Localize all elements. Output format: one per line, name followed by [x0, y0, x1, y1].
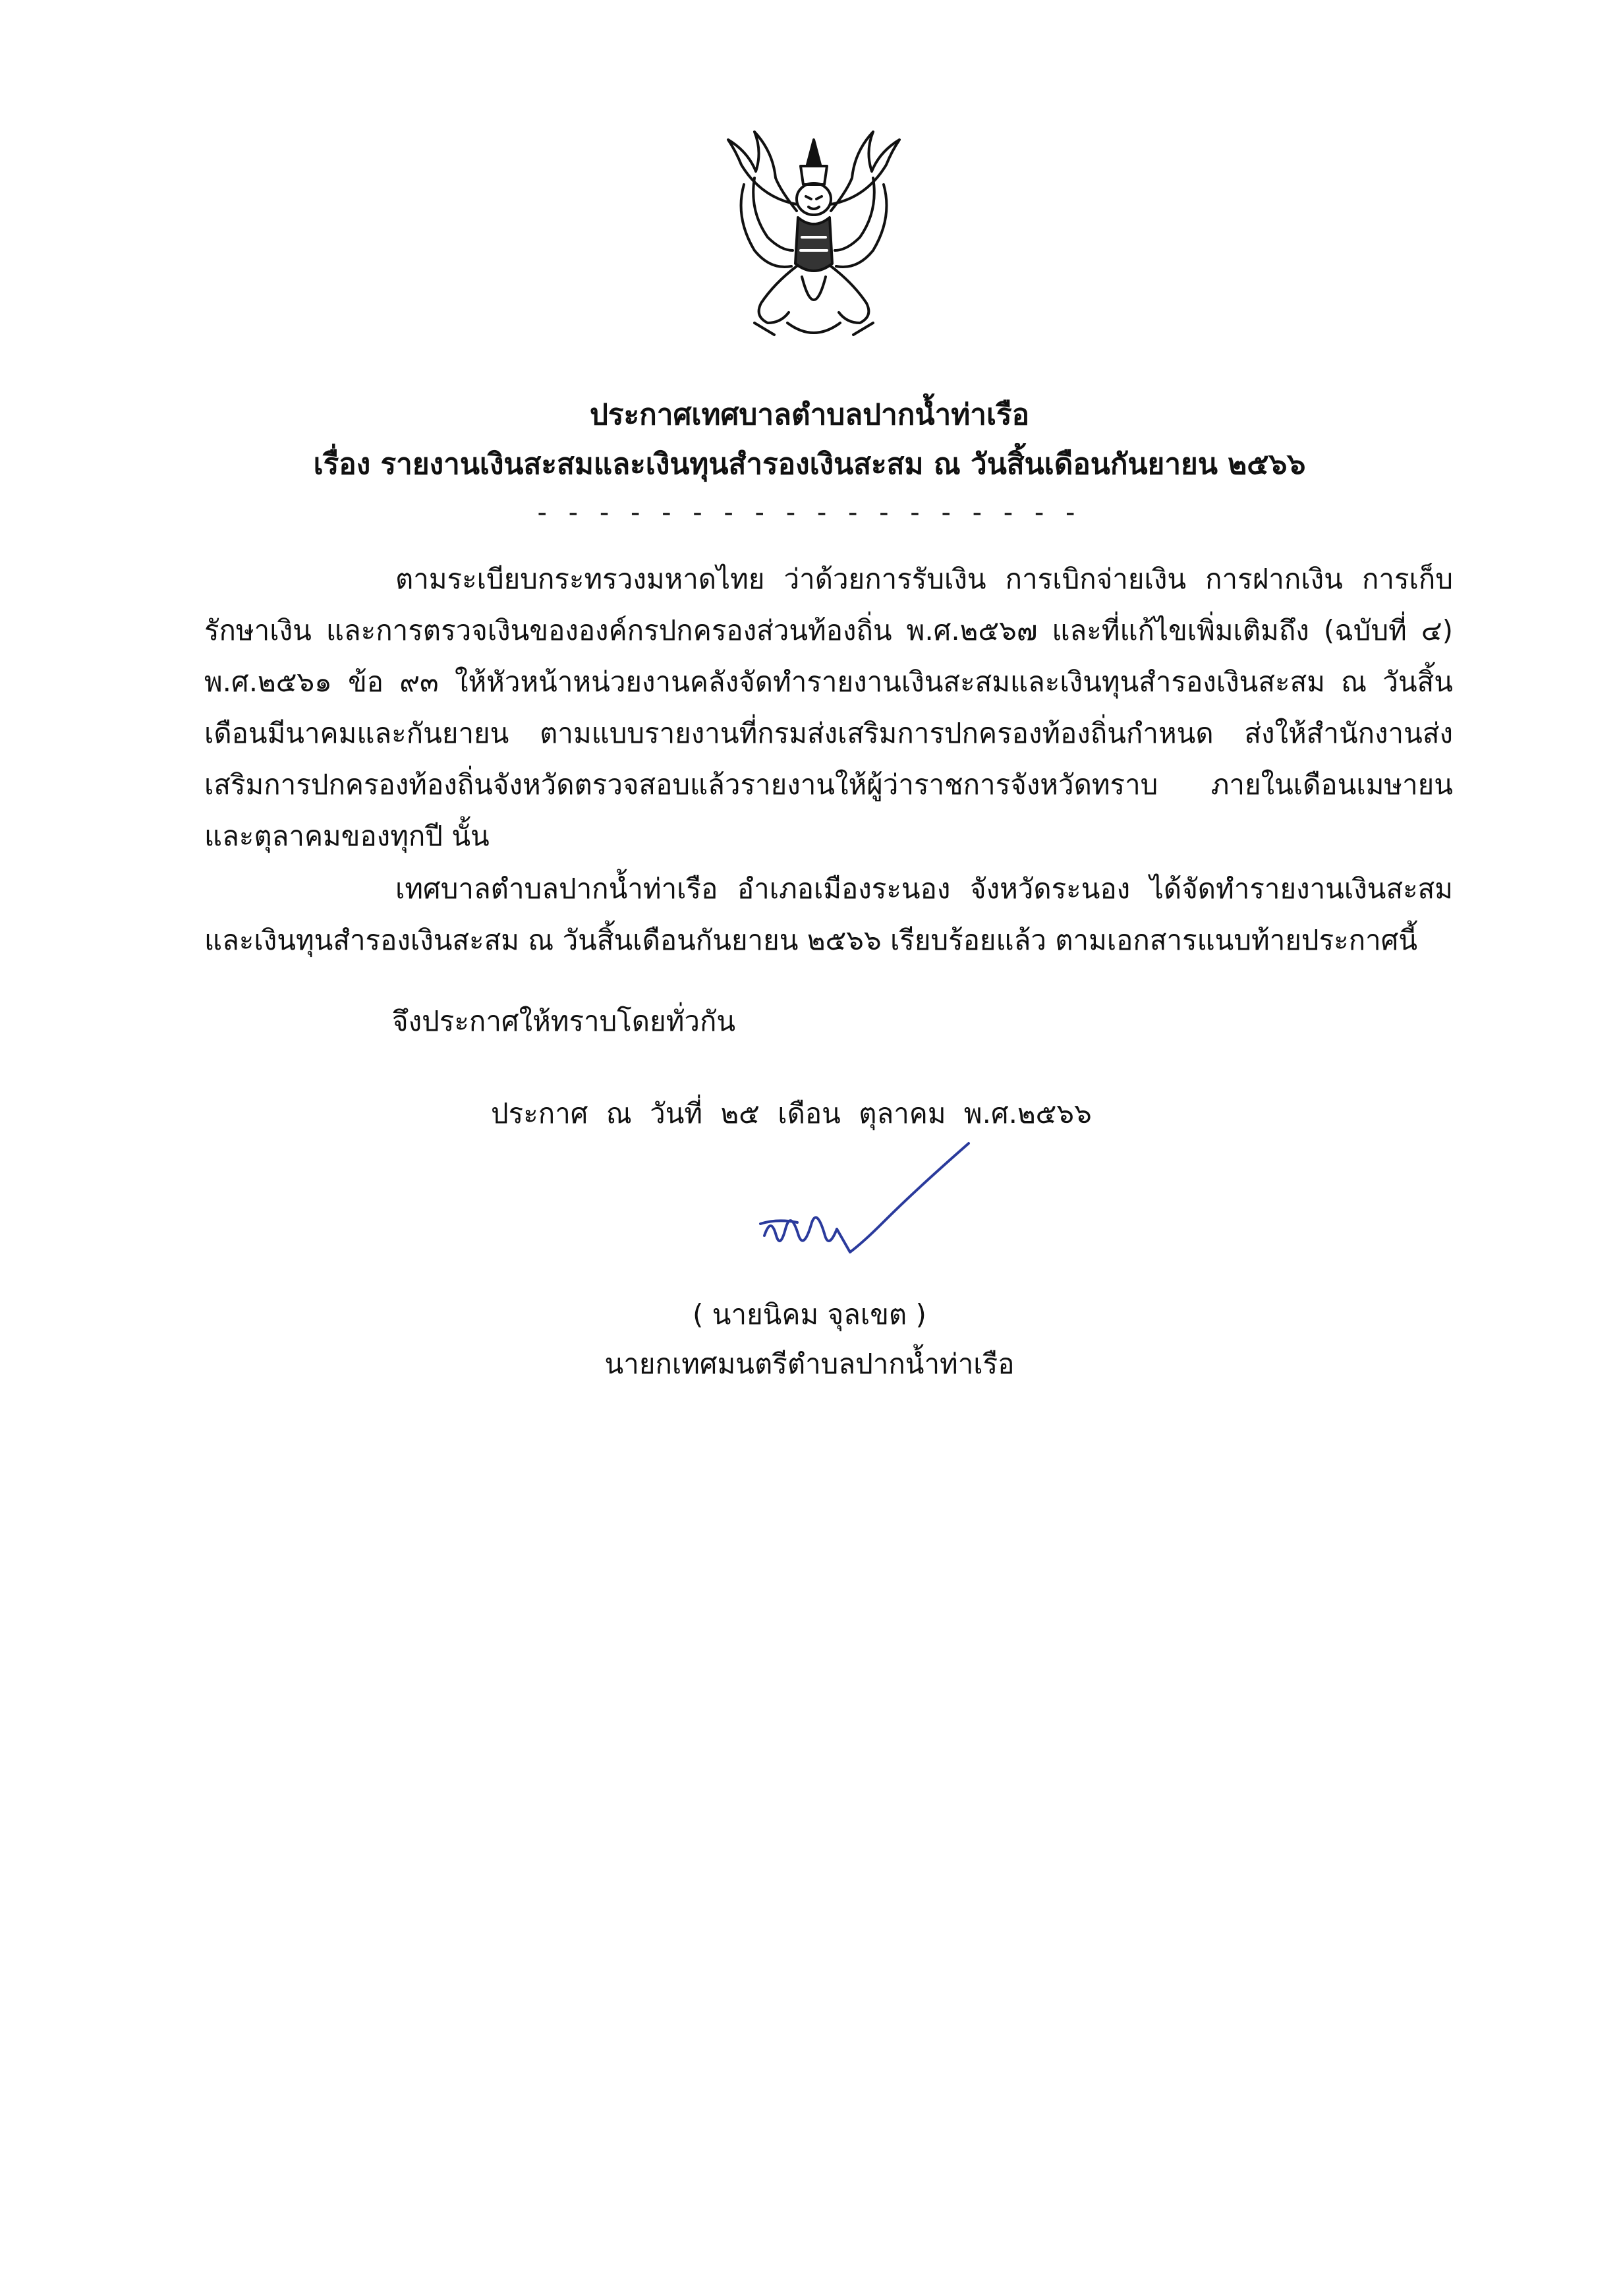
divider: - - - - - - - - - - - - - - - - - -: [537, 498, 1082, 528]
handwritten-signature: [751, 1137, 988, 1269]
document-subject: เรื่อง รายงานเงินสะสมและเงินทุนสำรองเงินสะสม ณ วันสิ้นเดือนกันยายน ๒๕๖๖: [313, 447, 1306, 481]
signatory-name: ( นายนิคม จุลเขต ): [693, 1298, 926, 1331]
body-paragraph-2: เทศบาลตำบลปากน้ำท่าเรือ อำเภอเมืองระนอง จังหวัดระนอง ได้จัดทำรายงานเงินสะสมและเงินทุนสำรองเงินสะสม ณ วันสิ้นเดือนกันยายน ๒๕๖๖ เรียบร้อยแล้ว ตามเอกสารแนบท้ายประกาศนี้: [204, 873, 1453, 956]
document-title: ประกาศเทศบาลตำบลปากน้ำท่าเรือ: [589, 398, 1030, 432]
announcement-line: จึงประกาศให้ทราบโดยทั่วกัน: [392, 1005, 736, 1037]
body-paragraph-1: ตามระเบียบกระทรวงมหาดไทย ว่าด้วยการรับเงิน การเบิกจ่ายเงิน การฝากเงิน การเก็บรักษาเงิน และการตรวจเงินขององค์กรปกครองส่วนท้องถิ่น พ.ศ.๒๕๖๗ และที่แก้ไขเพิ่มเติมถึง (ฉบับที่ ๔) พ.ศ.๒๕๖๑ ข้อ ๙๓ ให้หัวหน้าหน่วยงานคลังจัดทำรายงานเงินสะสมและเงินทุนสำรองเงินสะสม ณ วันสิ้นเดือนมีนาคมและกันยายน ตามแบบรายงานที่กรมส่งเสริมการปกครองท้องถิ่นกำหนด ส่งให้สำนักงานส่งเสริมการปกครองท้องถิ่นจังหวัดตรวจสอบแล้วรายงานให้ผู้ว่าราชการจังหวัดทราบ ภายในเดือนเมษายนและตุลาคมของทุกปี นั้น: [204, 563, 1453, 852]
date-line: ประกาศ ณ วันที่ ๒๕ เดือน ตุลาคม พ.ศ.๒๕๖๖: [491, 1097, 1092, 1130]
garuda-emblem-icon: [715, 125, 913, 353]
signatory-position: นายกเทศมนตรีตำบลปากน้ำท่าเรือ: [604, 1348, 1015, 1380]
